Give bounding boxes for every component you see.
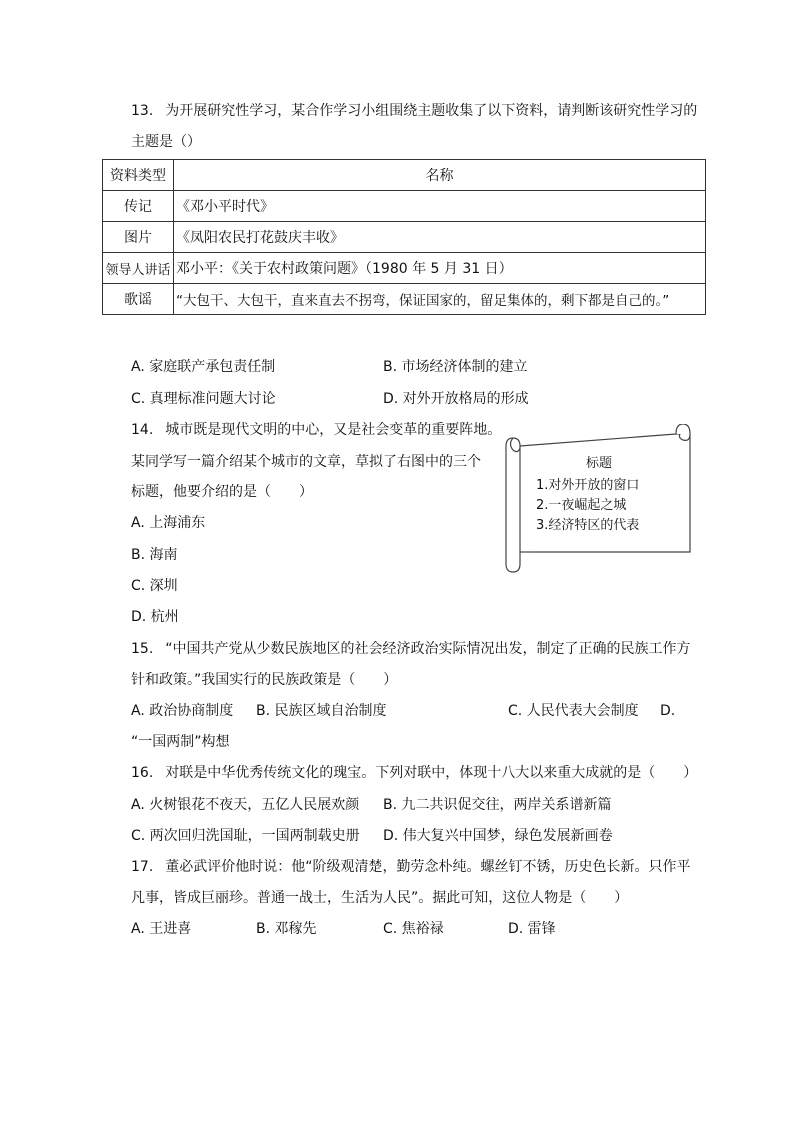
q15-option-d[interactable]: D. [660, 703, 676, 719]
q17-number: 17. [131, 859, 154, 875]
table-header-cell: 资料类型 [103, 160, 174, 191]
q15-option-d-continued: “一国两制”构想 [131, 734, 230, 750]
q13-option-a[interactable]: A. 家庭联产承包责任制 [131, 359, 276, 375]
q14-stem-line1 [131, 420, 501, 440]
table-cell-name: “大包干、大包干，直来直去不拐弯，保证国家的，留足集体的，剩下都是自己的。” [174, 284, 706, 315]
q15-stem-text: “中国共产党从少数民族地区的社会经济政治实际情况出发，制定了正确的民族工作方 [165, 641, 691, 657]
q16-option-c[interactable]: C. 两次回归洗国耻，一国两制载史册 [131, 828, 360, 844]
q17-stem-text: 董必武评价他时说：他“阶级观清楚，勤劳念朴纯。螺丝钉不锈，历史色长新。只作平 [165, 859, 691, 875]
scroll-item: 2.一夜崛起之城 [536, 498, 627, 513]
q16-number: 16. [131, 765, 154, 781]
q13-option-b[interactable]: B. 市场经济体制的建立 [383, 359, 528, 375]
q13-option-d[interactable]: D. 对外开放格局的形成 [383, 391, 529, 407]
q15-option-b[interactable]: B. 民族区域自治制度 [256, 703, 387, 719]
q14-option-d[interactable]: D. 杭州 [131, 609, 179, 625]
scroll-item: 1.对外开放的窗口 [536, 478, 640, 493]
q13-stem-line1 [131, 101, 697, 121]
scroll-title: 标题 [586, 456, 613, 471]
q15-stem-line1 [131, 639, 691, 659]
table-cell-name: 邓小平：《关于农村政策问题》（1980 年 5 月 31 日） [174, 253, 706, 284]
scroll-figure [500, 424, 696, 574]
q14-stem-text: 城市既是现代文明的中心，又是社会变革的重要阵地。 [165, 422, 502, 438]
q13-stem-text: 为开展研究性学习，某合作学习小组围绕主题收集了以下资料，请判断该研究性学习的 [165, 103, 698, 119]
table-header-cell: 名称 [174, 160, 706, 191]
q13-number: 13. [131, 103, 154, 119]
table-cell-name: 《邓小平时代》 [174, 191, 706, 222]
q13-source-table [102, 159, 706, 315]
q14-option-c[interactable]: C. 深圳 [131, 578, 178, 594]
table-cell-type: 领导人讲话 [103, 253, 174, 284]
q13-stem-line2: 主题是（） [131, 134, 201, 150]
q16-option-b[interactable]: B. 九二共识促交往，两岸关系谱新篇 [383, 797, 612, 813]
q17-option-c[interactable]: C. 焦裕禄 [383, 921, 444, 937]
q17-option-a[interactable]: A. 王进喜 [131, 921, 192, 937]
table-row [103, 284, 706, 315]
q15-option-c[interactable]: C. 人民代表大会制度 [508, 703, 639, 719]
q13-option-c[interactable]: C. 真理标准问题大讨论 [131, 391, 276, 407]
table-cell-type: 传记 [103, 191, 174, 222]
q16-option-d[interactable]: D. 伟大复兴中国梦，绿色发展新画卷 [383, 828, 613, 844]
table-header-row [103, 160, 706, 191]
q15-option-a[interactable]: A. 政治协商制度 [131, 703, 234, 719]
q17-stem-line1 [131, 857, 691, 877]
q14-option-a[interactable]: A. 上海浦东 [131, 515, 206, 531]
q16-option-a[interactable]: A. 火树银花不夜天，五亿人民展欢颜 [131, 797, 360, 813]
q17-option-b[interactable]: B. 邓稼先 [256, 921, 317, 937]
q17-stem-line2: 凡事，皆成巨丽珍。普通一战士，生活为人民”。据此可知，这位人物是（ ） [131, 890, 629, 906]
q15-stem-line2: 针和政策。”我国实行的民族政策是（ ） [131, 672, 398, 688]
table-cell-name: 《凤阳农民打花鼓庆丰收》 [174, 222, 706, 253]
table-row [103, 222, 706, 253]
q17-option-d[interactable]: D. 雷锋 [508, 921, 556, 937]
table-row [103, 253, 706, 284]
q15-number: 15. [131, 641, 154, 657]
table-cell-type: 图片 [103, 222, 174, 253]
q14-stem-line3: 标题，他要介绍的是（ ） [131, 484, 313, 500]
table-row [103, 191, 706, 222]
table-cell-type: 歌谣 [103, 284, 174, 315]
q16-stem-text: 对联是中华优秀传统文化的瑰宝。下列对联中，体现十八大以来重大成就的是（ ） [165, 765, 698, 781]
q14-stem-line2: 某同学写一篇介绍某个城市的文章，草拟了右图中的三个 [131, 454, 481, 470]
q16-stem-line1 [131, 763, 697, 783]
scroll-item: 3.经济特区的代表 [536, 518, 640, 533]
q14-number: 14. [131, 422, 154, 438]
q14-option-b[interactable]: B. 海南 [131, 547, 178, 563]
